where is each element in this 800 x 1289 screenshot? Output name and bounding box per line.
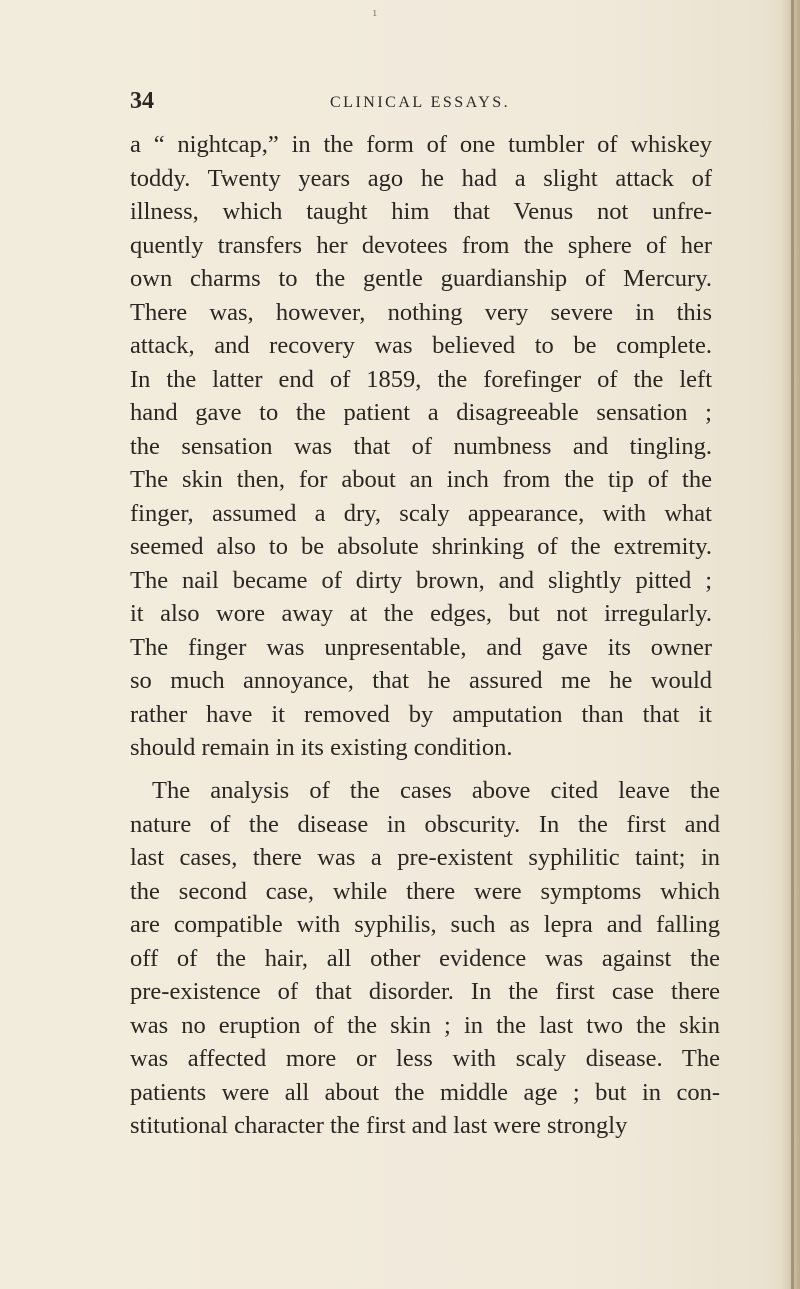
text-line: was no eruption of the skin ; in the last two the skin (130, 1011, 720, 1039)
text-line: was affected more or less with scaly disease. The (130, 1045, 720, 1072)
text-line: In the latter end of 1859, the forefinger of the left (130, 365, 712, 393)
text-line: last cases, there was a pre-existent syphilitic taint; in (130, 844, 720, 871)
paragraph-1 (130, 128, 712, 765)
text-line: hand gave to the patient a disagreeable sensation ; (130, 399, 712, 426)
text-line: There was, however, nothing very severe in this (130, 298, 712, 326)
text-line: stitutional character the first and last were strongly (130, 1112, 628, 1139)
page-header (130, 88, 720, 118)
text-line: are compatible with syphilis, such as lepra and falling (130, 911, 720, 938)
text-line: The skin then, for about an inch from the tip of the (130, 466, 712, 493)
running-head: CLINICAL ESSAYS. (330, 94, 511, 111)
text-line: quently transfers her devotees from the sphere of her (130, 231, 712, 259)
text-line: pre-existence of that disorder. In the first case there (130, 978, 720, 1005)
text-line: The nail became of dirty brown, and slightly pitted ; (130, 566, 712, 594)
text-line: nature of the disease in obscurity. In the first and (130, 810, 720, 838)
top-margin-mark: ı (373, 6, 377, 19)
text-line: seemed also to be absolute shrinking of the extremity. (130, 533, 712, 560)
text-line: The finger was unpresentable, and gave its owner (130, 633, 712, 661)
paragraph-2 (130, 774, 720, 1143)
text-line: should remain in its existing condition. (130, 734, 513, 761)
text-line: it also wore away at the edges, but not irregularly. (130, 600, 712, 627)
text-line: illness, which taught him that Venus not unfre- (130, 198, 712, 225)
text-line: own charms to the gentle guardianship of Mercury. (130, 265, 712, 292)
page-number: 34 (130, 88, 154, 114)
text-line: patients were all about the middle age ; but in con- (130, 1078, 720, 1106)
text-line: the sensation was that of numbness and tingling. (130, 432, 712, 460)
text-line: rather have it removed by amputation than that it (130, 700, 712, 728)
text-line: the second case, while there were symptoms which (130, 877, 720, 905)
text-line: attack, and recovery was believed to be complete. (130, 332, 712, 359)
text-line: off of the hair, all other evidence was against the (130, 944, 720, 972)
text-line: finger, assumed a dry, scaly appearance, with what (130, 499, 712, 527)
text-line: so much annoyance, that he assured me he would (130, 667, 712, 694)
text-line: The analysis of the cases above cited leave the (152, 777, 720, 804)
text-line: toddy. Twenty years ago he had a slight attack of (130, 164, 712, 192)
page-edge-line (791, 0, 794, 1289)
text-line: a “ nightcap,” in the form of one tumbler of whiskey (130, 131, 712, 158)
